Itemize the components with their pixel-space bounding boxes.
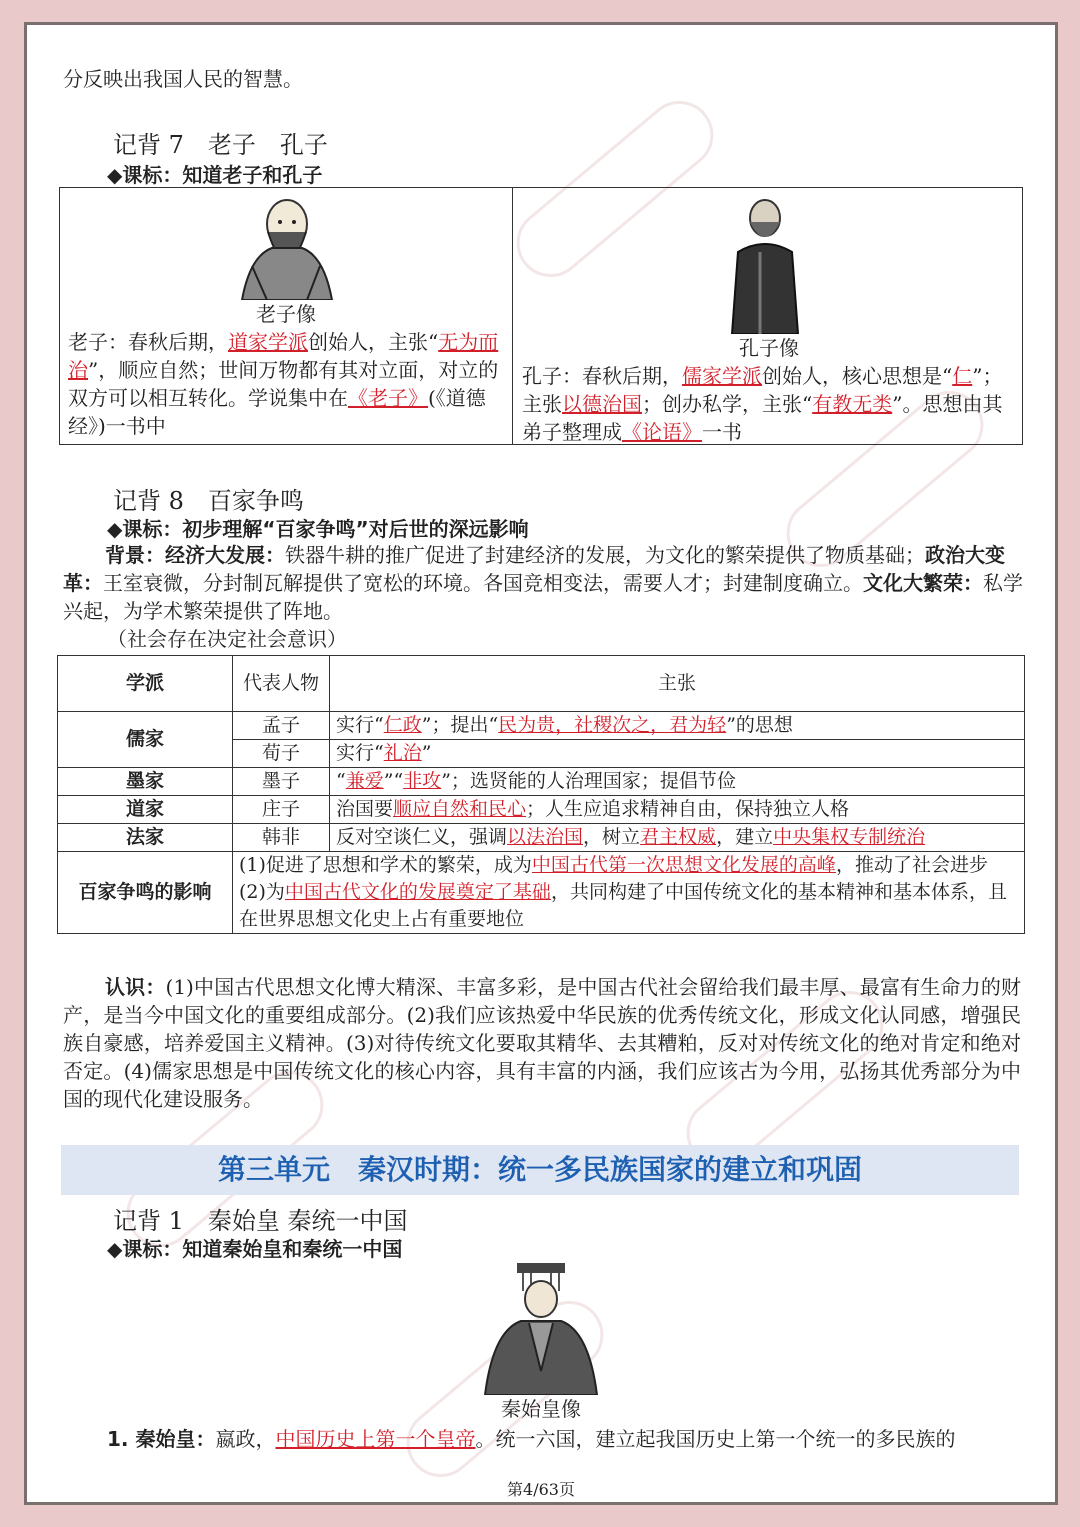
claim-text: ，共同构建了中国传统文化的基本精神和基本体系，且在世界思想文化史上占有重要地位 — [239, 881, 1007, 930]
section-title-jb7: 记背 7 老子 孔子 — [113, 131, 328, 159]
claim-text: (1)促进了思想和学术的繁荣，成为 — [239, 854, 532, 876]
highlighted-text: 中央集权专制统治 — [773, 826, 926, 848]
claim-text: 实行“ — [336, 714, 384, 736]
claim-text: (2)为 — [239, 881, 285, 903]
page-number: 第4/63页 — [507, 1480, 575, 1499]
highlighted-text: 中国古代第一次思想文化发展的高峰 — [531, 854, 836, 876]
person-cell: 墨子 — [233, 768, 330, 796]
impact-point-2 — [239, 879, 1018, 933]
claim-cell — [330, 796, 1025, 824]
school-cell: 墨家 — [58, 768, 233, 796]
highlighted-text: 以法治国 — [507, 826, 584, 848]
person-cell: 孟子 — [233, 712, 330, 740]
kongzi-caption: 孔子像 — [739, 336, 799, 360]
impact-cell — [233, 852, 1025, 934]
box-divider — [512, 188, 513, 444]
background-paragraph: 背景：经济大发展：铁器牛耕的推广促进了封建经济的发展，为文化的繁荣提供了物质基础；政治大变革：王室衰微，分封制瓦解提供了宽松的环境。各国竞相变法，需要人才；封建制度确立。文化大繁荣：私学兴起，为学术繁荣提供了阵地。 — [63, 543, 1023, 623]
claim-text: ，建立 — [716, 826, 774, 848]
recognition-paragraph: 认识：(1)中国古代思想文化博大精深、丰富多彩，是中国古代社会留给我们最丰厚、最富有生命力的财产，是当今中国文化的重要组成部分。(2)我们应该热爱中华民族的优秀传统文化，形成文化认同感，增强民族自豪感，培养爱国主义精神。(3)对待传统文化要取其精华、去其糟粕，反对对传统文化的绝对肯定和绝对否定。(4)儒家思想是中国传统文化的核心内容，具有丰富的内涵，我们应该古为今用，弘扬其优秀部分为中国的现代化建设服务。 — [63, 975, 1021, 1111]
claim-text: 实行“ — [336, 742, 384, 764]
section-title-jb8: 记背 8 百家争鸣 — [113, 487, 304, 515]
table-row — [58, 712, 1025, 740]
table-row — [58, 768, 1025, 796]
claim-text: ，推动了社会进步 — [835, 854, 988, 876]
claim-cell — [330, 768, 1025, 796]
highlighted-text: 非攻 — [403, 770, 442, 792]
standard-jb8: ◆课标：初步理解“百家争鸣”对后世的深远影响 — [107, 517, 529, 541]
claim-text: ” — [421, 742, 432, 764]
item-1: 1. 秦始皇：嬴政，中国历史上第一个皇帝。统一六国，建立起我国历史上第一个统一的多民族的 — [107, 1427, 956, 1451]
laozi-kongzi-box — [59, 187, 1023, 445]
claim-text: ；人生应追求精神自由，保持独立人格 — [526, 798, 850, 820]
claim-cell — [330, 740, 1025, 768]
kongzi-description: 孔子：春秋后期，儒家学派创始人，核心思想是“仁”；主张以德治国；创办私学，主张“有教无类”。思想由其弟子整理成《论语》一书 — [522, 364, 1003, 444]
top-text: 分反映出我国人民的智慧。 — [63, 67, 303, 91]
impact-point-1 — [239, 852, 1018, 879]
claim-text: ”；选贤能的人治理国家；提倡节俭 — [441, 770, 736, 792]
claim-cell — [330, 824, 1025, 852]
school-cell: 道家 — [58, 796, 233, 824]
qinshihuang-portrait — [479, 1261, 603, 1395]
highlighted-text: 君主权威 — [640, 826, 717, 848]
table-row — [58, 824, 1025, 852]
note-text: （社会存在决定社会意识） — [107, 627, 347, 651]
claim-text: 反对空谈仁义，强调 — [336, 826, 508, 848]
unit-banner — [61, 1145, 1019, 1195]
claim-cell — [330, 712, 1025, 740]
claim-text: “ — [336, 770, 346, 792]
table-header: 学派 — [58, 656, 233, 712]
document-page — [24, 22, 1058, 1505]
standard-unit3: ◆课标：知道秦始皇和秦统一中国 — [107, 1237, 403, 1261]
claim-text: 治国要 — [336, 798, 394, 820]
table-row — [58, 852, 1025, 934]
laozi-portrait — [232, 196, 342, 300]
claim-text: ”；提出“ — [421, 714, 499, 736]
table-row — [58, 796, 1025, 824]
highlighted-text: 兼爱 — [345, 770, 384, 792]
standard-jb7: ◆课标：知道老子和孔子 — [107, 163, 323, 187]
table-header: 代表人物 — [233, 656, 330, 712]
highlighted-text: 礼治 — [383, 742, 422, 764]
person-cell: 庄子 — [233, 796, 330, 824]
highlighted-text: 仁政 — [383, 714, 422, 736]
schools-table — [57, 655, 1025, 934]
section-title-unit3: 记背 1 秦始皇 秦统一中国 — [113, 1207, 408, 1235]
highlighted-text: 民为贵，社稷次之，君为轻 — [498, 714, 727, 736]
qinshihuang-caption: 秦始皇像 — [501, 1397, 581, 1421]
laozi-description: 老子：春秋后期，道家学派创始人，主张“无为而治”，顺应自然；世间万物都有其对立面，对立的双方可以相互转化。学说集中在《老子》(《道德经》)一书中 — [68, 330, 499, 438]
highlighted-text: 顺应自然和民心 — [393, 798, 527, 820]
kongzi-portrait — [720, 192, 810, 334]
impact-label-cell: 百家争鸣的影响 — [58, 852, 233, 934]
laozi-caption: 老子像 — [256, 302, 316, 326]
table-header: 主张 — [330, 656, 1025, 712]
table-header-row — [58, 656, 1025, 712]
person-cell: 荀子 — [233, 740, 330, 768]
school-cell: 儒家 — [58, 712, 233, 768]
person-cell: 韩非 — [233, 824, 330, 852]
unit-banner-title: 第三单元 秦汉时期：统一多民族国家的建立和巩固 — [217, 1153, 862, 1186]
school-cell: 法家 — [58, 824, 233, 852]
highlighted-text: 中国古代文化的发展奠定了基础 — [284, 881, 551, 903]
claim-text: ，树立 — [583, 826, 641, 848]
claim-text: ”“ — [383, 770, 404, 792]
claim-text: ”的思想 — [726, 714, 793, 736]
